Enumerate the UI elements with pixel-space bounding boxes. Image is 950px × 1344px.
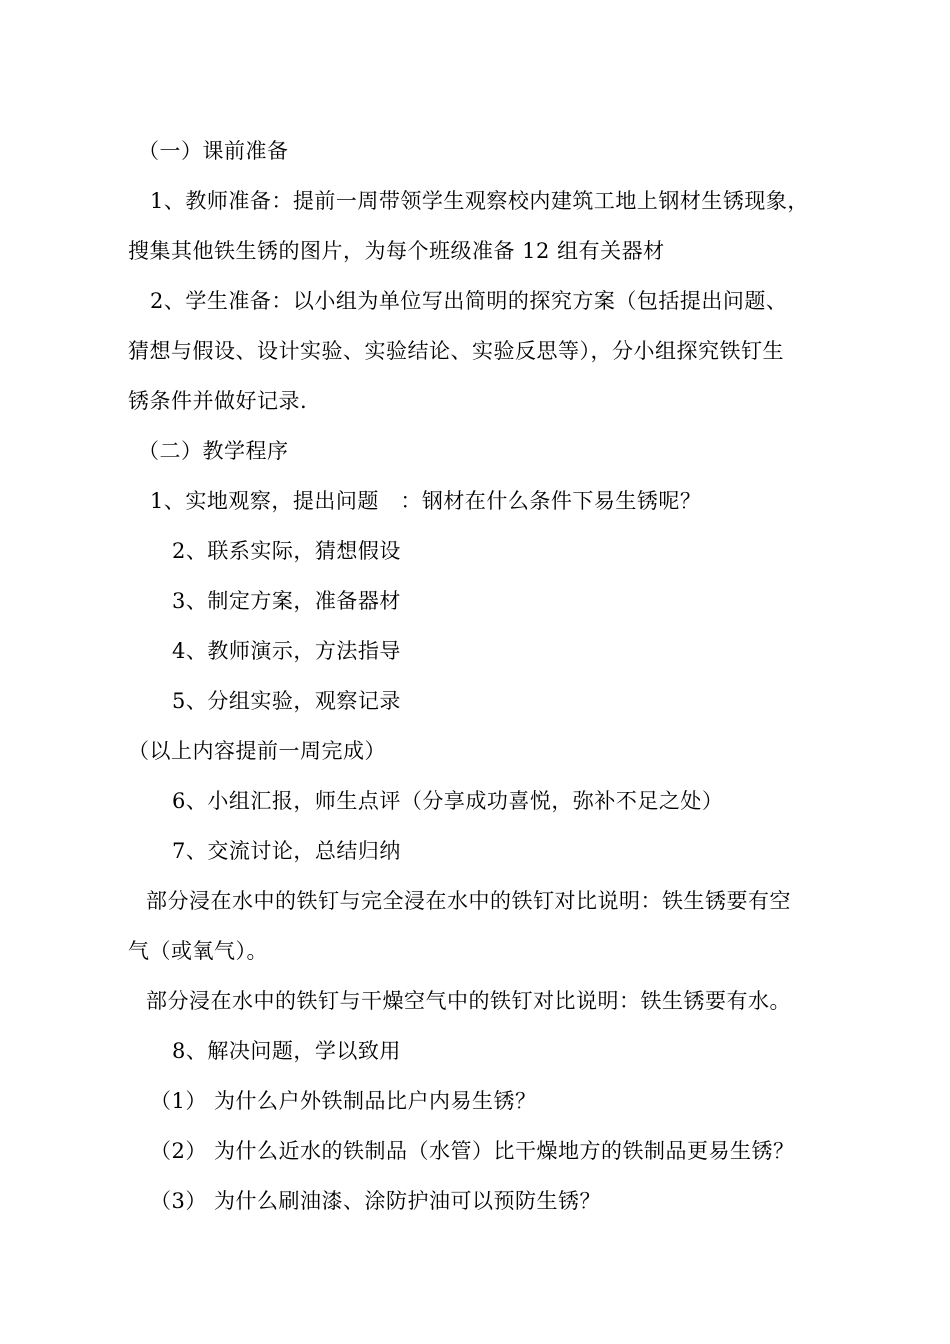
paragraph-line: 锈条件并做好记录. xyxy=(128,389,308,413)
list-item: 3、制定方案，准备器材 xyxy=(172,589,401,613)
question-item: （3） 为什么刷油漆、涂防护油可以预防生锈？ xyxy=(150,1189,602,1213)
list-item: 4、教师演示，方法指导 xyxy=(172,639,401,663)
paragraph-line: 猜想与假设、设计实验、实验结论、实验反思等），分小组探究铁钉生 xyxy=(128,339,784,363)
list-item: 8、解决问题，学以致用 xyxy=(172,1039,401,1063)
paragraph-line: 1、教师准备：提前一周带领学生观察校内建筑工地上钢材生锈现象， xyxy=(150,189,809,213)
paragraph-line: 2、学生准备：以小组为单位写出简明的探究方案（包括提出问题、 xyxy=(150,289,788,313)
list-item: 6、小组汇报，师生点评（分享成功喜悦，弥补不足之处） xyxy=(172,789,724,813)
paragraph-line: 搜集其他铁生锈的图片，为每个班级准备 12 组有关器材 xyxy=(128,239,665,263)
list-item: 2、联系实际，猜想假设 xyxy=(172,539,401,563)
note-line: （以上内容提前一周完成） xyxy=(128,739,386,763)
paragraph-line: 气（或氧气）。 xyxy=(128,939,268,963)
list-item: 1、实地观察，提出问题 ：钢材在什么条件下易生锈呢？ xyxy=(150,489,702,513)
section-heading-procedure: （二）教学程序 xyxy=(138,439,289,463)
paragraph-line: 部分浸在水中的铁钉与干燥空气中的铁钉对比说明：铁生锈要有水。 xyxy=(146,989,791,1013)
list-item: 5、分组实验，观察记录 xyxy=(172,689,401,713)
question-item: （2） 为什么近水的铁制品（水管）比干燥地方的铁制品更易生锈？ xyxy=(150,1139,795,1163)
section-heading-preparation: （一）课前准备 xyxy=(138,139,289,163)
list-item: 7、交流讨论，总结归纳 xyxy=(172,839,401,863)
question-item: （1） 为什么户外铁制品比户内易生锈？ xyxy=(150,1089,537,1113)
paragraph-line: 部分浸在水中的铁钉与完全浸在水中的铁钉对比说明：铁生锈要有空 xyxy=(146,889,791,913)
